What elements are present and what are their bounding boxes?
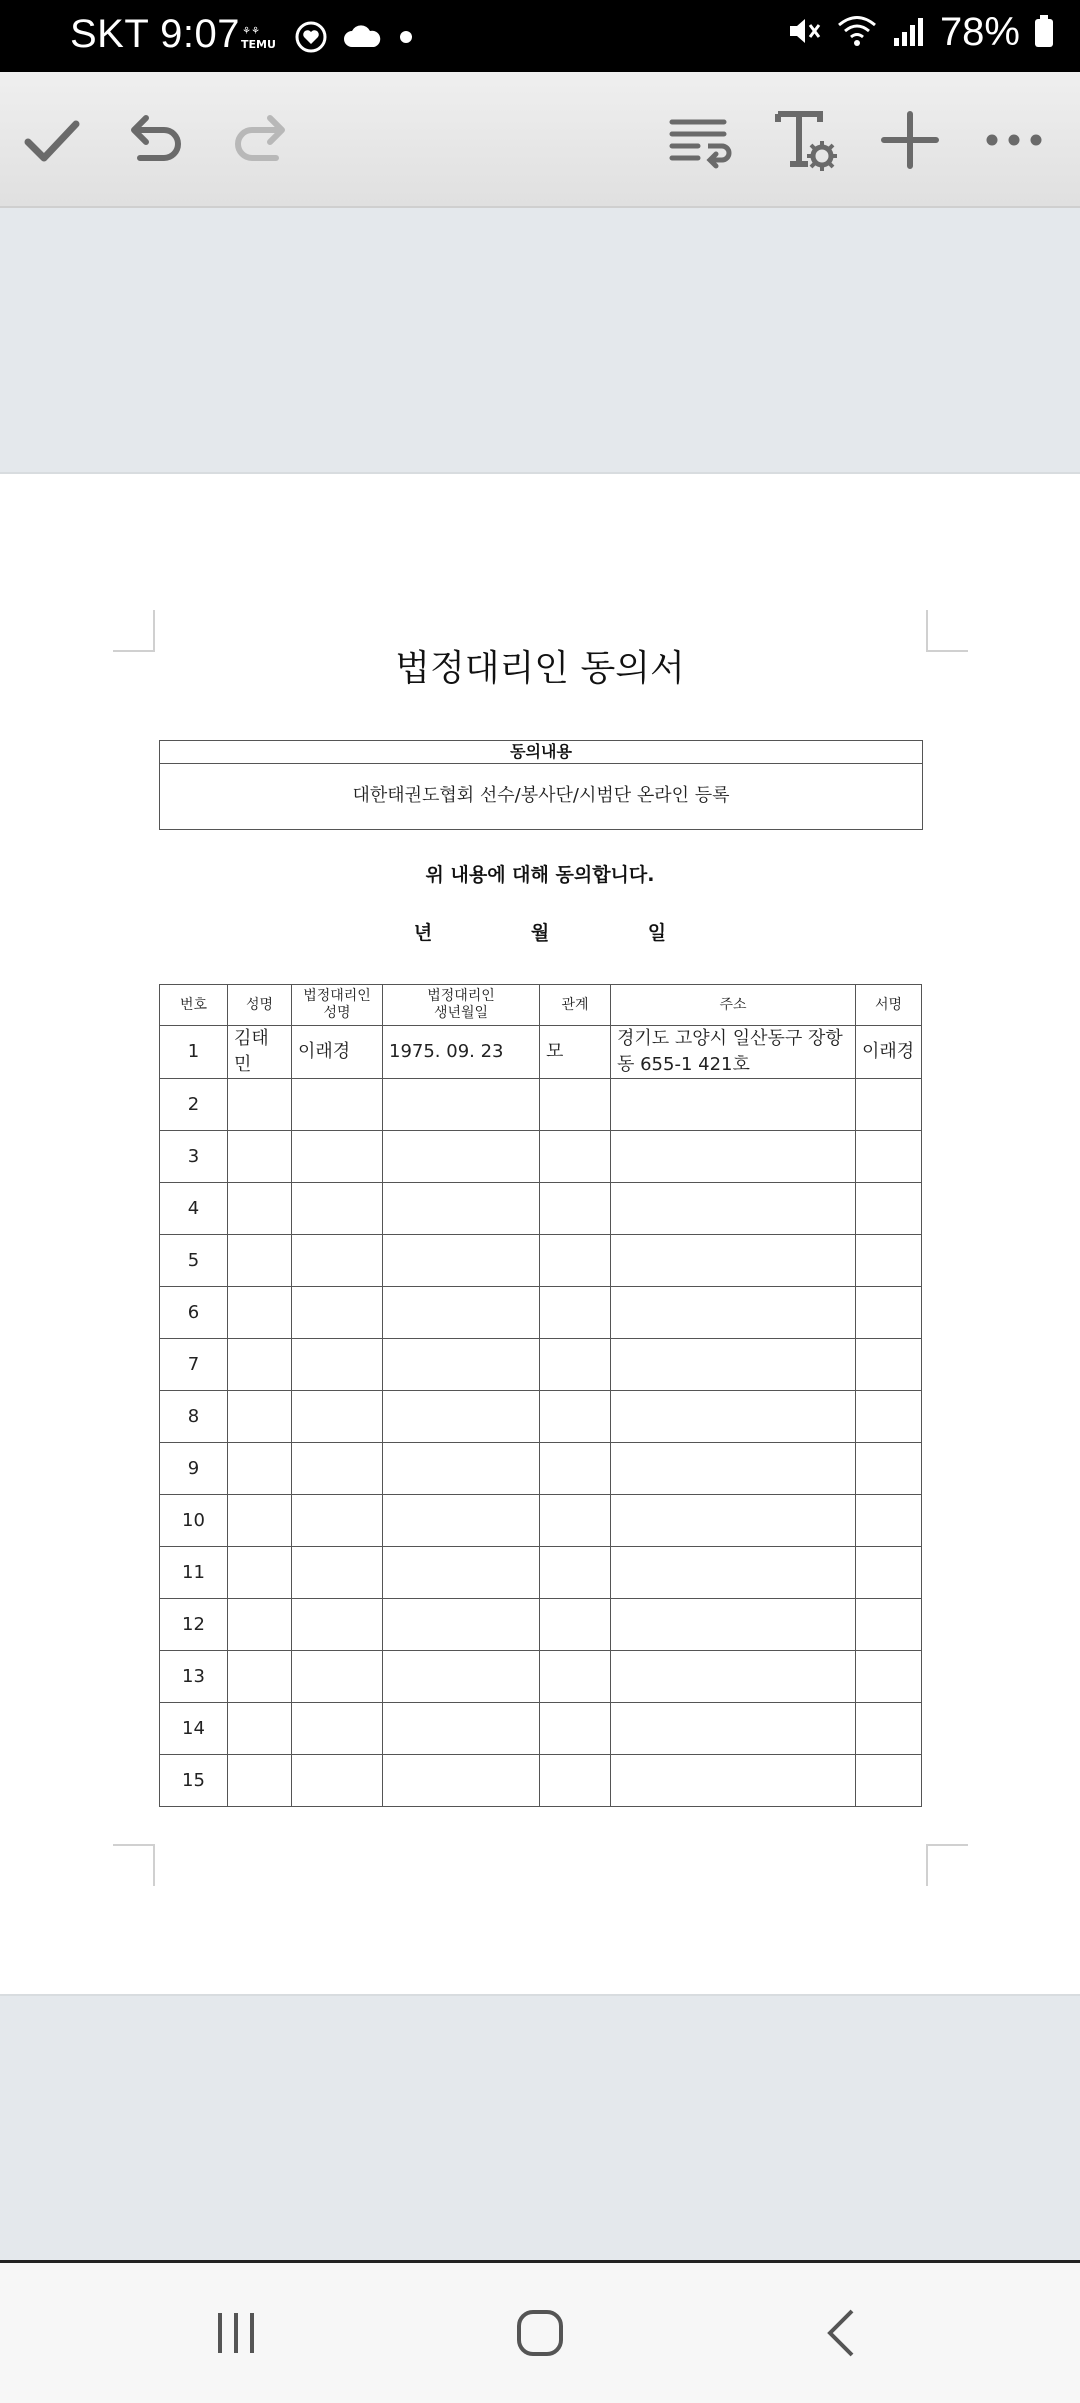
margin-corner-bottom-right	[926, 1844, 968, 1886]
cell-relation[interactable]	[540, 1131, 611, 1183]
cell-number[interactable]: 12	[160, 1599, 228, 1651]
cell-address[interactable]	[611, 1287, 856, 1339]
cell-guardian-name[interactable]	[292, 1755, 383, 1807]
agree-statement: 위 내용에 대해 동의합니다.	[425, 864, 655, 886]
table-row	[160, 1026, 922, 1079]
cell-name[interactable]	[228, 1703, 292, 1755]
cell-number[interactable]: 11	[160, 1547, 228, 1599]
cell-number[interactable]: 15	[160, 1755, 228, 1807]
cell-guardian-birthdate[interactable]: 1975. 09. 23	[383, 1026, 540, 1079]
table-row	[160, 1235, 922, 1287]
consent-box	[159, 740, 923, 830]
cell-signature[interactable]	[856, 1703, 922, 1755]
cell-relation[interactable]	[540, 1443, 611, 1495]
cell-signature[interactable]	[856, 1391, 922, 1443]
cell-name[interactable]	[228, 1287, 292, 1339]
cell-guardian-birthdate[interactable]	[383, 1443, 540, 1495]
navigation-bar	[0, 2260, 1080, 2403]
cell-guardian-birthdate[interactable]	[383, 1495, 540, 1547]
document-background-top	[0, 208, 1080, 474]
cell-relation[interactable]	[540, 1183, 611, 1235]
table-row	[160, 1495, 922, 1547]
cell-name[interactable]	[228, 1079, 292, 1131]
cell-signature[interactable]: 이래경	[856, 1026, 922, 1079]
redo-icon[interactable]	[220, 102, 296, 178]
cell-name[interactable]	[228, 1131, 292, 1183]
header-name: 성명	[228, 985, 292, 1026]
cell-signature[interactable]	[856, 1599, 922, 1651]
cell-guardian-name[interactable]	[292, 1703, 383, 1755]
cell-relation[interactable]	[540, 1755, 611, 1807]
document-title: 법정대리인 동의서	[395, 648, 685, 689]
svg-text:⚘⚘: ⚘⚘	[242, 26, 260, 37]
cell-relation[interactable]: 모	[540, 1026, 611, 1079]
cell-address[interactable]	[611, 1651, 856, 1703]
cell-signature[interactable]	[856, 1235, 922, 1287]
back-icon[interactable]	[802, 2293, 882, 2373]
cell-guardian-name[interactable]	[292, 1287, 383, 1339]
cell-guardian-birthdate[interactable]	[383, 1391, 540, 1443]
editor-toolbar	[0, 72, 1080, 208]
document-background-bottom	[0, 1994, 1080, 2262]
table-row	[160, 1131, 922, 1183]
cell-address[interactable]	[611, 1131, 856, 1183]
cell-signature[interactable]	[856, 1755, 922, 1807]
cell-address[interactable]	[611, 1339, 856, 1391]
cell-name[interactable]	[228, 1651, 292, 1703]
cell-relation[interactable]	[540, 1391, 611, 1443]
cell-signature[interactable]	[856, 1183, 922, 1235]
table-row	[160, 1339, 922, 1391]
table-row	[160, 1443, 922, 1495]
cell-address[interactable]	[611, 1443, 856, 1495]
cell-guardian-birthdate[interactable]	[383, 1079, 540, 1131]
cell-address[interactable]	[611, 1235, 856, 1287]
cell-name[interactable]	[228, 1235, 292, 1287]
header-guardian-name: 법정대리인 성명	[292, 985, 383, 1026]
table-row	[160, 1287, 922, 1339]
cell-guardian-birthdate[interactable]	[383, 1651, 540, 1703]
more-icon[interactable]	[976, 102, 1052, 178]
cell-name[interactable]	[228, 1391, 292, 1443]
cell-name[interactable]	[228, 1547, 292, 1599]
cell-number[interactable]: 2	[160, 1079, 228, 1131]
document-page[interactable]	[0, 474, 1080, 1994]
cell-guardian-birthdate[interactable]	[383, 1131, 540, 1183]
signal-icon	[892, 14, 926, 52]
cell-guardian-birthdate[interactable]	[383, 1755, 540, 1807]
svg-text:TEMU: TEMU	[241, 38, 276, 51]
cell-relation[interactable]	[540, 1651, 611, 1703]
cell-address[interactable]	[611, 1599, 856, 1651]
cell-guardian-name[interactable]	[292, 1235, 383, 1287]
cell-address[interactable]	[611, 1755, 856, 1807]
cell-signature[interactable]	[856, 1443, 922, 1495]
table-row	[160, 1651, 922, 1703]
date-line	[0, 918, 1080, 945]
cloud-icon	[342, 23, 382, 55]
table-header-row	[160, 985, 922, 1026]
consent-body: 대한태권도협회 선수/봉사단/시범단 온라인 등록	[352, 785, 730, 806]
cell-signature[interactable]	[856, 1131, 922, 1183]
cell-address[interactable]	[611, 1079, 856, 1131]
cell-signature[interactable]	[856, 1547, 922, 1599]
cell-guardian-name[interactable]: 이래경	[292, 1026, 383, 1079]
cell-relation[interactable]	[540, 1599, 611, 1651]
header-address: 주소	[611, 985, 856, 1026]
consent-header: 동의내용	[160, 741, 922, 764]
cell-name[interactable]: 김태민	[228, 1026, 292, 1079]
cell-number[interactable]: 1	[160, 1026, 228, 1079]
table-row	[160, 1703, 922, 1755]
dot-icon	[396, 27, 416, 51]
header-signature: 서명	[856, 985, 922, 1026]
cell-guardian-birthdate[interactable]	[383, 1183, 540, 1235]
cell-name[interactable]	[228, 1599, 292, 1651]
wifi-icon	[836, 13, 878, 53]
cell-guardian-name[interactable]	[292, 1599, 383, 1651]
cell-number[interactable]: 3	[160, 1131, 228, 1183]
cell-guardian-birthdate[interactable]	[383, 1547, 540, 1599]
date-year-label: 년	[413, 922, 433, 944]
battery-percent: 78%	[939, 10, 1020, 54]
cell-number[interactable]: 10	[160, 1495, 228, 1547]
cell-name[interactable]	[228, 1495, 292, 1547]
home-icon[interactable]	[500, 2293, 580, 2373]
cell-guardian-name[interactable]	[292, 1079, 383, 1131]
cell-name[interactable]	[228, 1339, 292, 1391]
table-row	[160, 1183, 922, 1235]
status-time: SKT 9:07	[70, 12, 241, 56]
recent-apps-icon[interactable]	[196, 2293, 276, 2373]
header-relation: 관계	[540, 985, 611, 1026]
margin-corner-bottom-left	[113, 1844, 155, 1886]
check-icon[interactable]	[14, 102, 90, 178]
cell-relation[interactable]	[540, 1235, 611, 1287]
status-bar	[0, 0, 1080, 72]
undo-icon[interactable]	[120, 102, 196, 178]
table-row	[160, 1547, 922, 1599]
cell-signature[interactable]	[856, 1287, 922, 1339]
cell-number[interactable]: 6	[160, 1287, 228, 1339]
cell-guardian-name[interactable]	[292, 1131, 383, 1183]
heart-icon	[294, 20, 328, 58]
cell-name[interactable]	[228, 1755, 292, 1807]
cell-guardian-birthdate[interactable]	[383, 1235, 540, 1287]
cell-signature[interactable]	[856, 1495, 922, 1547]
cell-guardian-name[interactable]	[292, 1391, 383, 1443]
header-guardian-birthdate: 법정대리인 생년월일	[383, 985, 540, 1026]
cell-signature[interactable]	[856, 1651, 922, 1703]
table-row	[160, 1755, 922, 1807]
guardian-table	[159, 984, 922, 1807]
cell-guardian-name[interactable]	[292, 1183, 383, 1235]
date-month-label: 월	[530, 922, 550, 944]
cell-number[interactable]: 5	[160, 1235, 228, 1287]
cell-guardian-name[interactable]	[292, 1339, 383, 1391]
table-row	[160, 1599, 922, 1651]
cell-number[interactable]: 9	[160, 1443, 228, 1495]
text-settings-icon[interactable]	[768, 102, 844, 178]
cell-relation[interactable]	[540, 1287, 611, 1339]
cell-guardian-name[interactable]	[292, 1651, 383, 1703]
cell-guardian-birthdate[interactable]	[383, 1339, 540, 1391]
cell-address[interactable]: 경기도 고양시 일산동구 장항동 655-1 421호	[611, 1026, 856, 1079]
cell-relation[interactable]	[540, 1703, 611, 1755]
cell-name[interactable]	[228, 1183, 292, 1235]
battery-icon	[1034, 14, 1054, 52]
cell-relation[interactable]	[540, 1339, 611, 1391]
mute-icon	[786, 13, 822, 53]
cell-number[interactable]: 8	[160, 1391, 228, 1443]
cell-guardian-birthdate[interactable]	[383, 1599, 540, 1651]
cell-number[interactable]: 7	[160, 1339, 228, 1391]
date-day-label: 일	[647, 922, 667, 944]
cell-signature[interactable]	[856, 1079, 922, 1131]
table-row	[160, 1079, 922, 1131]
cell-guardian-name[interactable]	[292, 1443, 383, 1495]
table-row	[160, 1391, 922, 1443]
wrap-text-icon[interactable]	[664, 102, 740, 178]
cell-relation[interactable]	[540, 1079, 611, 1131]
cell-guardian-birthdate[interactable]	[383, 1703, 540, 1755]
cell-guardian-name[interactable]	[292, 1547, 383, 1599]
cell-number[interactable]: 14	[160, 1703, 228, 1755]
cell-guardian-name[interactable]	[292, 1495, 383, 1547]
cell-address[interactable]	[611, 1391, 856, 1443]
cell-relation[interactable]	[540, 1495, 611, 1547]
add-icon[interactable]	[872, 102, 948, 178]
cell-address[interactable]	[611, 1703, 856, 1755]
temu-icon	[240, 22, 280, 56]
cell-number[interactable]: 13	[160, 1651, 228, 1703]
cell-address[interactable]	[611, 1547, 856, 1599]
cell-guardian-birthdate[interactable]	[383, 1287, 540, 1339]
cell-relation[interactable]	[540, 1547, 611, 1599]
cell-address[interactable]	[611, 1495, 856, 1547]
header-number: 번호	[160, 985, 228, 1026]
cell-address[interactable]	[611, 1183, 856, 1235]
cell-signature[interactable]	[856, 1339, 922, 1391]
cell-number[interactable]: 4	[160, 1183, 228, 1235]
cell-name[interactable]	[228, 1443, 292, 1495]
